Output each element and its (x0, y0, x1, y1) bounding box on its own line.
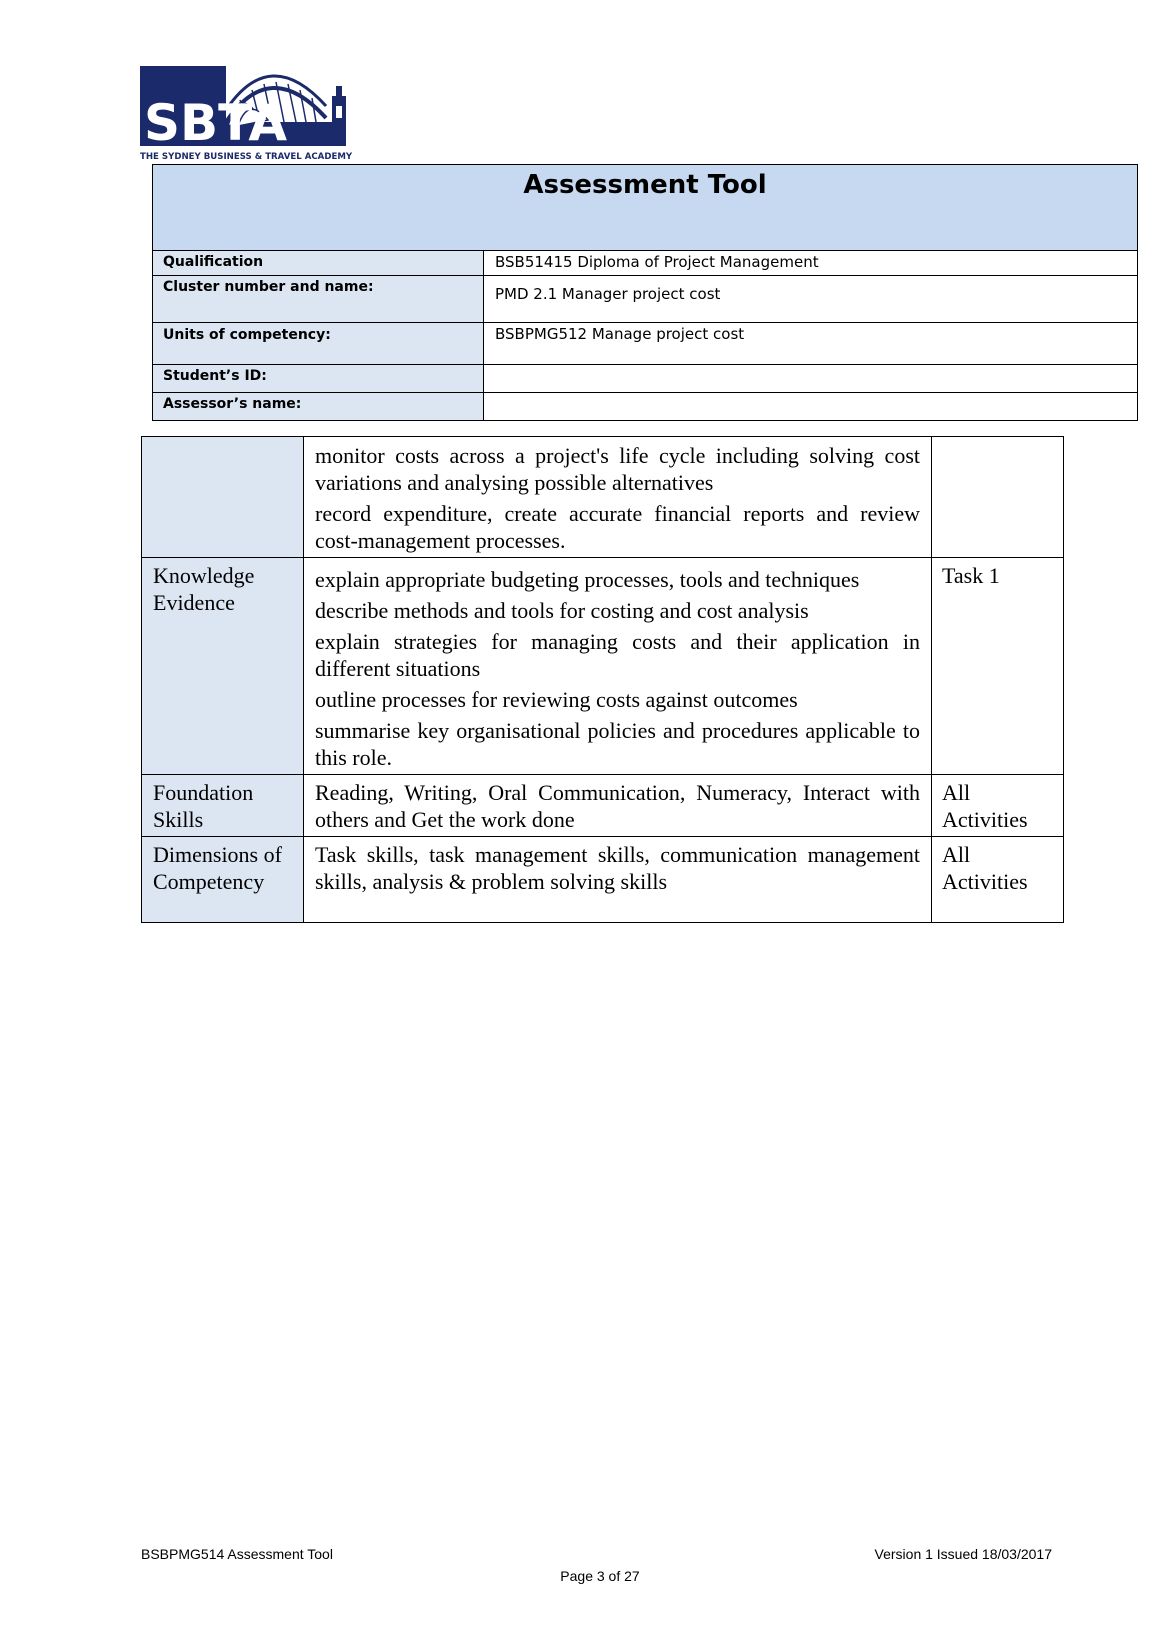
footer-page-number: Page 3 of 27 (560, 1568, 640, 1584)
evidence-item: describe methods and tools for costing and cost analysis (315, 598, 809, 623)
evidence-cell (304, 558, 932, 775)
category-cell: Knowledge Evidence (142, 558, 304, 775)
footer-version: Version 1 Issued 18/03/2017 (874, 1546, 1052, 1562)
category-cell: Foundation Skills (142, 775, 304, 837)
evidence-cell (304, 775, 932, 837)
evidence-item: outline processes for reviewing costs against outcomes (315, 687, 798, 712)
units-label: Units of competency: (153, 323, 484, 365)
category-cell (142, 437, 304, 558)
evidence-item: explain strategies for managing costs and their application in different situations (315, 629, 920, 681)
header-row-student-id (153, 365, 1138, 393)
table-row (142, 437, 1064, 558)
evidence-item: record expenditure, create accurate financial reports and review cost-management processes. (315, 501, 920, 553)
qualification-value: BSB51415 Diploma of Project Management (484, 251, 1138, 276)
table-row (142, 837, 1064, 923)
evidence-cell (304, 437, 932, 558)
units-value: BSBPMG512 Manage project cost (484, 323, 1138, 365)
evidence-item: summarise key organisational policies and procedures applicable to this role. (315, 718, 920, 770)
evidence-item: explain appropriate budgeting processes, tools and techniques (315, 567, 860, 592)
evidence-cell (304, 837, 932, 923)
header-row-assessor (153, 393, 1138, 421)
header-row-units (153, 323, 1138, 365)
table-row (142, 558, 1064, 775)
logo-tagline: THE SYDNEY BUSINESS & TRAVEL ACADEMY (140, 152, 353, 162)
mapping-cell: All Activities (932, 837, 1064, 923)
footer-document-name: BSBPMG514 Assessment Tool (141, 1546, 333, 1562)
title-cell (153, 165, 1138, 251)
table-row (142, 775, 1064, 837)
mapping-cell: Task 1 (932, 558, 1064, 775)
category-cell: Dimensions of Competency (142, 837, 304, 923)
sbta-logo-graphic (140, 66, 354, 162)
mapping-cell: All Activities (932, 775, 1064, 837)
qualification-label: Qualification (153, 251, 484, 276)
evidence-item: monitor costs across a project's life cycle including solving cost variations and analysing possible alternatives (315, 443, 920, 495)
evidence-item: Reading, Writing, Oral Communication, Numeracy, Interact with others and Get the work done (315, 780, 920, 832)
cluster-value: PMD 2.1 Manager project cost (484, 276, 1138, 323)
assessor-label: Assessor’s name: (153, 393, 484, 421)
student-id-value[interactable] (484, 365, 1138, 393)
assessor-value[interactable] (484, 393, 1138, 421)
header-row-qualification (153, 251, 1138, 276)
assessment-header-table (152, 164, 1138, 421)
competency-mapping-table (141, 436, 1064, 923)
page-title: Assessment Tool (523, 170, 767, 200)
logo-brand-text: SBTA (144, 94, 288, 152)
evidence-item: Task skills, task management skills, communication management skills, analysis & problem solving skills (315, 842, 920, 894)
mapping-cell (932, 437, 1064, 558)
header-row-cluster (153, 276, 1138, 323)
cluster-label: Cluster number and name: (153, 276, 484, 323)
sbta-logo (140, 66, 354, 162)
student-id-label: Student’s ID: (153, 365, 484, 393)
